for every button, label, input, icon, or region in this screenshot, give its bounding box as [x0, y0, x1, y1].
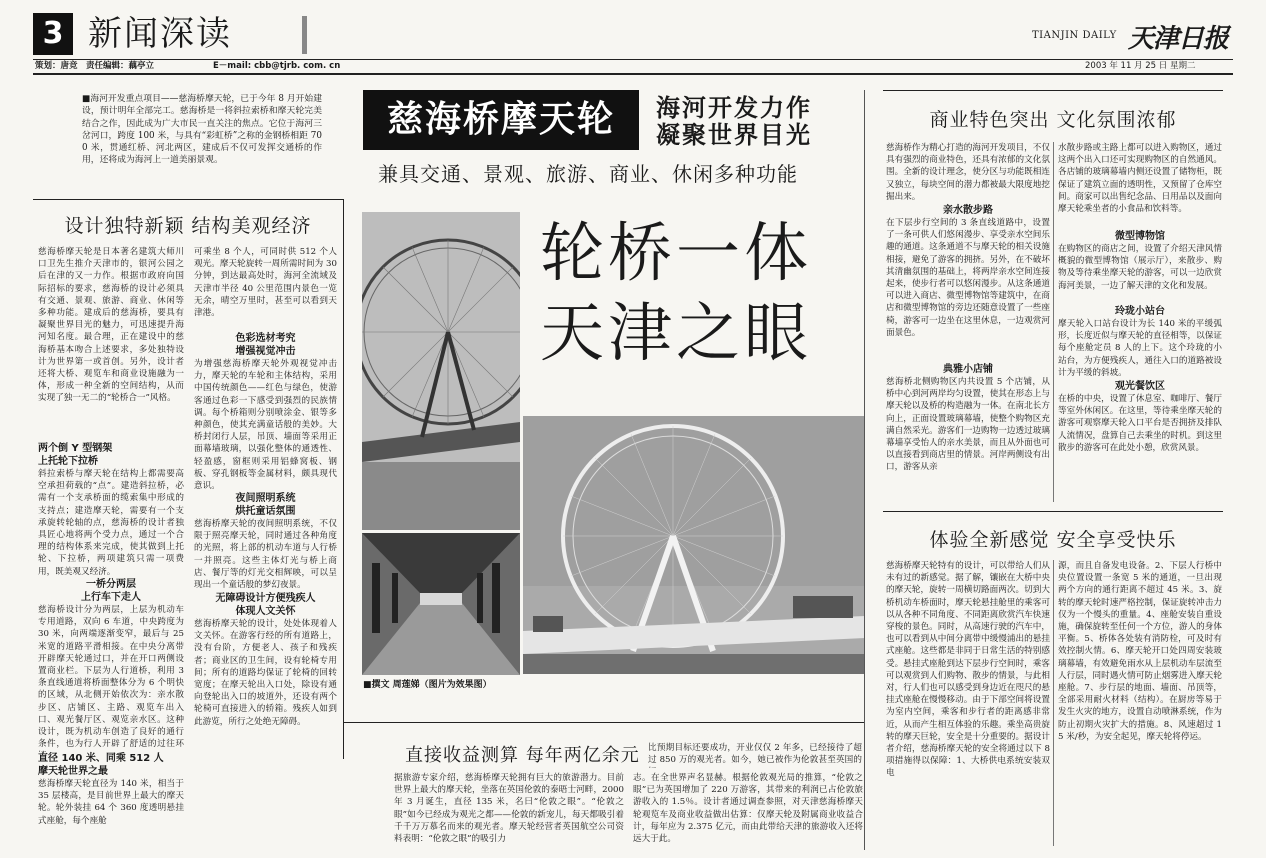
credits-line: 策划：唐竞 责任编辑：藕亭立 [35, 61, 155, 71]
revenue-col-3: 比预期目标还要成功，开业仅仅 2 年多，已经接待了超过 850 万的观光者。如今，她已被作为伦敦甚至英国的 [648, 743, 862, 766]
commerce-para-4: 水散步路或主路上都可以进入购物区，通过这两个出入口还可实现购物区的自然通风。各店铺的玻璃幕墙内侧还设置了储物柜，既保证了建筑立面的透明性，又预留了仓库空间。商家可以出售纪念品、日用品以及面向摩天轮乘坐者的小食品和饮料等。 [1058, 143, 1222, 215]
big-headline-2: 天津之眼 [540, 297, 812, 371]
commerce-subhead-2: 典雅小店铺 [943, 364, 993, 375]
commerce-subhead-5: 观光餐饮区 [1115, 381, 1165, 392]
side-headline-2: 凝聚世界目光 [656, 121, 812, 149]
commerce-section-title: 商业特色突出 文化氛围浓郁 [929, 109, 1177, 131]
design-subhead-2b: 上行车下走人 [81, 592, 141, 603]
design-para-6: 为增强慈海桥摩天轮外观视觉冲击力，摩天轮的车轮和主体结构，采用中国传统颜色——红色与绿色，使游客通过色彩一下感受到强烈的民族情调。每个桥箱则分别喷涂金、银等多种颜色，使其充满童话般的美妙。大桥封闭行人层，吊顶、墙面等采用正面幕墙玻璃，以强化整体的通透性、轻盈感，窗框则采用铝蜂窝板、钢板、穿孔钢板等金属材料，颇具现代意识。 [194, 359, 337, 492]
experience-section-title: 体验全新感觉 安全享受快乐 [929, 529, 1177, 551]
design-subhead-1: 两个倒 Y 型钢架 [38, 443, 113, 454]
design-subhead-2: 一桥分两层 [86, 579, 136, 590]
commerce-para-7: 在桥的中央，设置了休息室、咖啡厅、餐厅等室外休闲区。在这里，等待乘坐摩天轮的游客可观察摩天轮入口平台是否拥挤及排队人流情况，盘算自己去乘坐的时机。到这里散步的游客可在此处小憩，欣赏风景。 [1058, 394, 1222, 453]
bridge-walkway-photo [362, 533, 520, 675]
design-para-3: 慈海桥设计分为两层，上层为机动车专用道路，双向 6 车道，中央跨度为 30 米，向两端逐渐变窄，最后与 25 米宽的道路平滑相接。在中央分离带开辟摩天轮通过口，并在开口两侧设置商业栏。下层为人行道桥，利用 3 条直线通道将桥面整体分为 6 个明快的区域，从北侧开始依次为：亲水散步区、店铺区、主路、观览车出入口、观光餐厅区、观览亲水区。这种设计，既为机动车创造了良好的通行条件，也为行人开辟了舒适的过往环 [38, 605, 184, 750]
design-subhead-6b: 体现人文关怀 [235, 606, 296, 617]
revenue-section-title: 直接收益测算 每年两亿余元 [405, 745, 640, 766]
commerce-para-1: 慈海桥作为精心打造的海河开发项目，不仅具有强烈的商业特色，还具有浓郁的文化氛围。全新的设计理念，使分区与功能既相连又独立，每块空间的潜力都被最大限度地挖掘出来。 [886, 143, 1050, 202]
design-subhead-6: 无障碍设计方便残疾人 [215, 593, 316, 604]
commerce-subhead-4: 玲珑小站台 [1115, 306, 1165, 317]
paper-name-en: TIANJIN DAILY [1032, 30, 1117, 41]
design-subhead-5: 夜间照明系统 [235, 493, 296, 504]
photo-caption: ■撰文 周莲娣（图片为效果图） [363, 680, 492, 690]
issue-date: 2003 年 11 月 25 日 星期二 [1085, 61, 1196, 71]
commerce-para-2: 在下层步行空间的 3 条直线道路中，设置了一条可供人们悠闲漫步、享受亲水空间乐趣的通道。这条通道不与摩天轮的相关设施相接，避免了游客的拥挤。另外，在不破坏其清幽氛围的基础上，将两岸亲水空间连接起来，使步行者可以悠闲漫步。从这条通道可以进入商店、微型博物馆等建筑中，在商店和微型博物馆的旁边还随意设置了一些座椅，游客可一边坐在这里休息，一边观赏河面景色。 [886, 218, 1050, 338]
ferris-wheel-bridge-photo [362, 212, 520, 530]
editor-email: E－mail: cbb@tjrb. com. cn [213, 61, 341, 71]
design-subhead-5b: 烘托童话氛围 [235, 506, 296, 517]
ferris-wheel-main-photo [523, 416, 865, 674]
design-para-7: 慈海桥摩天轮的夜间照明系统，不仅限于照亮摩天轮，同时通过各种角度的光照，将上部的机动车道与人行桥一并照亮。这些主体灯光与桥上商店、餐厅等的灯光交相辉映，可以呈现出一个童话般的梦幻夜景。 [194, 519, 337, 591]
deck-line: 兼具交通、景观、旅游、商业、休闲多种功能 [378, 162, 798, 186]
design-subhead-4: 色彩选材考究 [235, 333, 296, 344]
big-headline-1: 轮桥一体 [540, 217, 812, 291]
design-section-title: 设计独特新颖 结构美观经济 [64, 215, 312, 237]
page-number-box: 3 [33, 13, 73, 55]
design-subhead-3: 直径 140 米、同乘 512 人 [38, 753, 164, 764]
design-para-2: 斜拉索桥与摩天轮在结构上都需要高空承担荷载的“点”。建造斜拉桥，必需有一个支承桥面的缆索集中形成的支持点；建造摩天轮，需要有一个支承旋转轮轴的点，慈海桥的设计者独具匠心地将两个受力点，通过一个合理的结构体系来完成，使其做到上托轮、下拉桥，两项建筑只需一项费用，既美观又经济。 [38, 469, 184, 577]
commerce-subhead-3: 微型博物馆 [1115, 231, 1165, 242]
kicker-banner: 慈海桥摩天轮 [363, 90, 639, 150]
commerce-subhead-1: 亲水散步路 [943, 205, 993, 216]
commerce-para-5: 在购物区的商店之间，设置了介绍天津风情概貌的微型博物馆（展示厅），来散步、购物及等待乘坐摩天轮的游客，可以一边欣赏海河美景，一边了解天津的文化和发展。 [1058, 244, 1222, 291]
revenue-col-1: 据旅游专家介绍，慈海桥摩天轮拥有巨大的旅游潜力。目前世界上最大的摩天轮，坐落在英国伦敦的泰晤士河畔，2000 年 3 月诞生，直径 135 米，名曰“伦敦之眼”。“伦敦之眼”如今已经成为观光之都——伦敦的新宠儿，每天都吸引着千千万万慕名而来的观光者。摩天轮经营者英国航空公司资料表明：“伦敦之眼”的吸引力 [394, 773, 624, 845]
design-para-4: 慈海桥摩天轮直径为 140 米，相当于 35 层楼高，是目前世界上最大的摩天轮。轮外装挂 64 个 360 度透明悬挂式座舱，每个座舱 [38, 779, 184, 826]
design-subhead-3b: 摩天轮世界之最 [38, 766, 108, 777]
design-subhead-4b: 增强视觉冲击 [235, 346, 296, 357]
side-headline-1: 海河开发力作 [656, 94, 812, 122]
experience-col-2: 源，而且自备发电设备。2、下层人行桥中央位置设置一条宽 5 米的通道，一旦出现两个方向的通行距离不超过 45 米。3、旋转的摩天轮时速严格控制，保证旋转冲击力仅为一个慢头的重量。4、座舱安装自重设施，确保旋转至任何一个方位，游人的身体平衡。5、桥体各处装有消防栓，可及时有效控制火情。6、摩天轮开口处四周安装玻璃幕墙，有效避免雨水从上层机动车层流至人行层，同时遇火情可防止烟雾进入摩天轮座舱。7、步行层的地面、墙面、吊顶等，全部采用耐火材料（结构）。在厨房等易于发生火灾的地方，设置自动喷淋系统，作为防止初期火灾扩大的措施。8、风速超过 15 米/秒，为安全起见，摩天轮将停运。 [1058, 561, 1222, 742]
design-para-1: 慈海桥摩天轮是日本著名建筑大师川口卫先生推介天津市的，银河公园之后在津的又一力作。根据市政府向国际招标的要求，慈海桥的设计必须具有交通、景观、旅游、商业、休闲等多种功能。建成后的慈海桥，要具有凝聚世界目光的魅力，可迅速提升海河知名度。最合理，正在建设中的慈海桥基本吻合上述要求，多处独特设计为世界第一或首创。另外，设计者还将大桥、观览车和商业设施融为一体，形成一种全新的空间结构，从而实现了独一无二的“轮桥合一”风格。 [38, 247, 184, 404]
revenue-col-2: 志。在全世界声名显赫。根据伦敦观光局的推算，“伦敦之眼”已为英国增加了 220 万游客，其带来的利润已占伦敦旅游收入的 1.5％。设计者通过调查参照，对天津慈海桥摩天轮观览车及商业收益做出估算：仅摩天轮及附属商业收益合计，每年应为 2.375 亿元，而由此带给天津的旅游收入还将远大于此。 [633, 773, 863, 845]
design-subhead-1b: 上托轮下拉桥 [38, 456, 98, 467]
section-title: 新闻深读 [88, 14, 232, 54]
intro-paragraph: ■海河开发重点项目——慈海桥摩天轮，已于今年 8 月开始建设，预计明年全部完工。慈海桥是一将斜拉索桥和摩天轮完美结合之作，因此成为广大市民一直关注的焦点。它位于海河三岔河口，跨度 100 米，与具有“彩虹桥”之称的金钢桥相距 700 米，贯通红桥、河北两区，建成后不仅可发挥交通桥的作用，还将成为海河上一道美丽景观。 [82, 94, 322, 166]
design-para-8: 慈海桥摩天轮的设计，处处体现着人文关怀。在游客行经的所有道路上，没有台阶，方便老人、孩子和残疾者；商业区的卫生间，设有轮椅专用间；所有的道路均保证了轮椅的回转宽度；在摩天轮出入口处，除设有通向登轮出入口的坡道外，还设有两个轮椅可直接进入的轿箱。残疾人如到此游览，所行之处绝无障碍。 [194, 619, 337, 727]
experience-col-1: 慈海桥摩天轮特有的设计，可以带给人们从未有过的新感觉。据了解，镶嵌在大桥中央的摩天轮，旋转一周横切路面两次。切到大桥机动车桥面时，摩天轮悬挂舱里的乘客可以从各种不同角度、不同距离欣赏汽车快速穿梭的景色。同时，从高速行驶的汽车中，也可以看到从中间分离带中缓慢浦出的悬挂式座舱。这些都是非同于日常生活的特别感受。悬挂式座舱到达下层步行空间时，乘客可以观赏到人们购物、散步的情景，与此相对，行人们也可以感受到身边近在咫尺的悬挂式座舱在慢慢移动。由于下部空间将设置为室内空间，乘客和步行者的距离感非常近，从而产生相互体验的乐趣。乘坐高贵旋转的摩天巨轮，安全是十分重要的。据设计者介绍，慈海桥摩天轮的安全将通过以下 8 项措施得以保障：1、大桥供电系统安装双电 [886, 561, 1050, 779]
commerce-para-6: 摩天轮入口站台设计为长 140 米的平缓弧形，长度近似与摩天轮的直径相等，以保证每个座舱定员 8 人的上下。这个玲珑的小站台，为方便残疾人，通往入口的道路被设计为平缓的斜坡。 [1058, 319, 1222, 378]
paper-logo: 天津日报 [1128, 24, 1229, 54]
design-para-5: 可乘坐 8 个人，可同时供 512 个人观光。摩天轮旋转一周所需时间为 30 分钟，到达最高处时，海河全流域及天津市半径 40 公里范围内景色一览无余，晴空万里时，甚至可以看到天津港。 [194, 247, 337, 319]
commerce-para-3: 慈海桥北侧购物区内共设置 5 个店铺，从桥中心到河两岸均匀设置，使其在形态上与摩天轮以及桥的构造融为一体。在南北长方向上，正面设置玻璃幕墙，使整个购物区充满自然采光。游客们一边购物一边透过玻璃幕墙享受怡人的亲水美景，而且从外面也可以直接看到商店里的情景。河岸两侧设有出口，游客从亲 [886, 377, 1050, 473]
